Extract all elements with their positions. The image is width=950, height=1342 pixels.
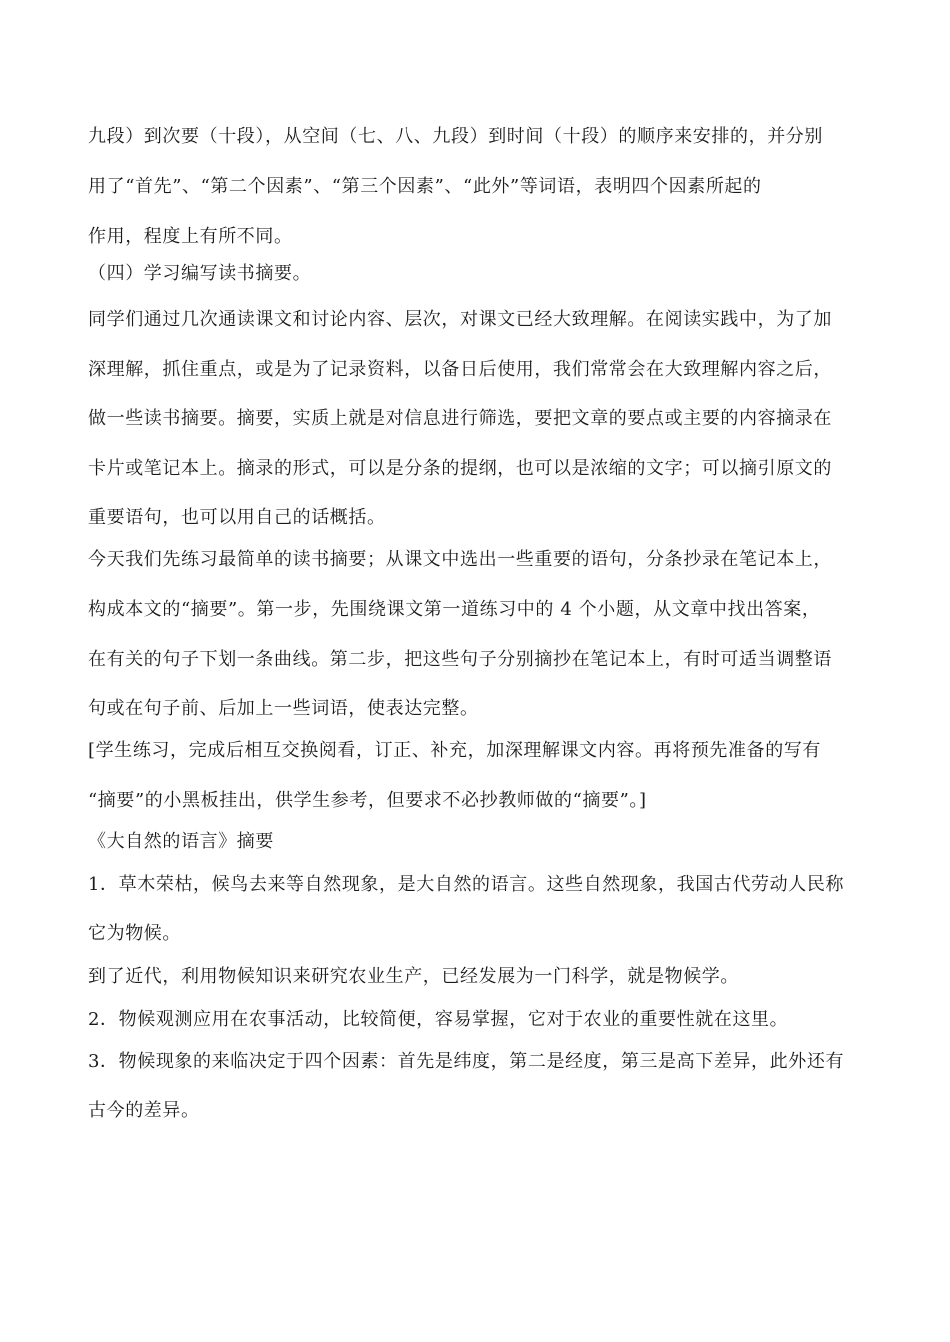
section-heading: （四）学习编写读书摘要。	[88, 263, 312, 284]
text-line: 构成本文的“摘要”。第一步，先围绕课文第一道练习中的 4 个小题，从文章中找出答案，	[88, 599, 821, 620]
text-line: 到了近代，利用物候知识来研究农业生产，已经发展为一门科学，就是物候学。	[88, 966, 739, 987]
text-line: 句或在句子前、后加上一些词语，使表达完整。	[88, 698, 479, 719]
text-line: 九段）到次要（十段），从空间（七、八、九段）到时间（十段）的顺序来安排的，并分别	[88, 126, 823, 147]
text-line: 卡片或笔记本上。摘录的形式，可以是分条的提纲，也可以是浓缩的文字；可以摘引原文的	[88, 458, 832, 479]
text-line: 1．草木荣枯，候鸟去来等自然现象，是大自然的语言。这些自然现象，我国古代劳动人民称	[88, 874, 845, 895]
text-line: 今天我们先练习最简单的读书摘要；从课文中选出一些重要的语句，分条抄录在笔记本上，	[88, 549, 832, 570]
text-line: 2．物候观测应用在农事活动，比较简便，容易掌握，它对于农业的重要性就在这里。	[88, 1009, 789, 1030]
text-line: 作用，程度上有所不同。	[88, 226, 293, 247]
text-line: 在有关的句子下划一条曲线。第二步，把这些句子分别摘抄在笔记本上，有时可适当调整语	[88, 649, 832, 670]
text-line: 重要语句，也可以用自己的话概括。	[88, 507, 386, 528]
summary-title: 《大自然的语言》摘要	[88, 831, 274, 852]
text-line: 它为物候。	[88, 923, 181, 944]
text-line: 3．物候现象的来临决定于四个因素：首先是纬度，第二是经度，第三是高下差异，此外还有	[88, 1051, 845, 1072]
text-line: “摘要”的小黑板挂出，供学生参考，但要求不必抄教师做的“摘要”。]	[88, 790, 647, 811]
text-line: [学生练习，完成后相互交换阅看，订正、补充，加深理解课文内容。再将预先准备的写有	[88, 740, 822, 761]
text-line: 古今的差异。	[88, 1100, 200, 1121]
text-line: 用了“首先”、“第二个因素”、“第三个因素”、“此外”等词语，表明四个因素所起的	[88, 176, 762, 197]
text-line: 深理解，抓住重点，或是为了记录资料，以备日后使用，我们常常会在大致理解内容之后，	[88, 359, 832, 380]
text-line: 做一些读书摘要。摘要，实质上就是对信息进行筛选，要把文章的要点或主要的内容摘录在	[88, 408, 832, 429]
text-line: 同学们通过几次通读课文和讨论内容、层次，对课文已经大致理解。在阅读实践中，为了加	[88, 309, 832, 330]
